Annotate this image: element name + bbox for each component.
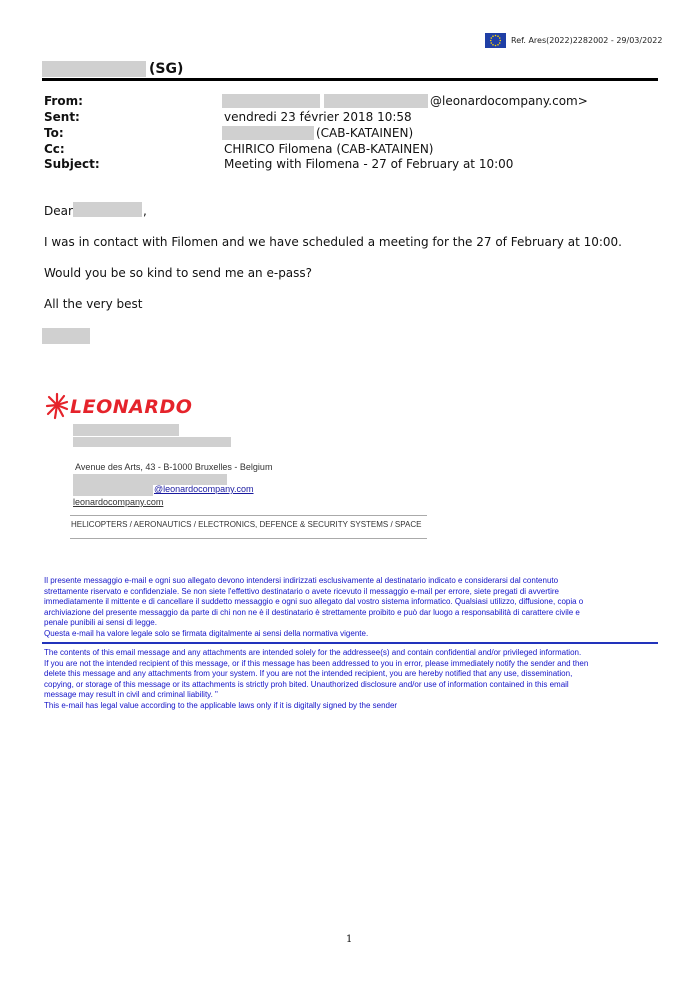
disclaimer-it-line-4: archiviazione del presente messaggio da parte di chi non ne è il destinatario è strettamente proibito e può dar luogo a responsabilità di carattere civile e [44,607,580,617]
salutation-comma: , [143,204,147,218]
to-value: (CAB-KATAINEN) [316,126,414,140]
sent-value: vendredi 23 février 2018 10:58 [224,110,412,124]
signature-divider-top [70,515,427,516]
disclaimer-it-line-5: penale punibili ai sensi di legge. [44,618,157,627]
signature-divider-bottom [70,538,427,539]
signature-website-link[interactable]: leonardocompany.com [73,497,164,507]
disclaimer-en-line-5: message may result in civil and criminal liability. " [44,690,218,699]
redacted-signature-title [73,437,231,447]
page-number: 1 [346,934,353,945]
closing: All the very best [44,297,143,311]
to-label: To: [44,126,64,140]
body-paragraph-2: Would you be so kind to send me an e-pass? [44,266,313,280]
disclaimer-italian [44,576,664,639]
signature-email-link[interactable]: @leonardocompany.com [154,484,254,494]
disclaimer-en-line-2: If you are not the intended recipient of this message, or if this message has been addressed to you in error, please immediately notify the sender and then [44,658,589,668]
cc-label: Cc: [44,142,65,156]
header-rule [42,78,658,81]
document-reference: Ref. Ares(2022)2282002 - 29/03/2022 [511,36,663,45]
disclaimer-en-line-4: copying, or storage of this message or its attachments is strictly proh bited. Unauthorized disclosure and/or use of information contained in this email [44,679,569,689]
disclaimer-it-line-2: strettamente riservato e confidenziale. Se non siete l'effettivo destinatario o avete ricevuto il messaggio e-mail per errore, siete pregati di avvertire [44,586,559,596]
salutation: Dear [44,204,73,218]
disclaimer-english [44,648,664,711]
leonardo-logo-icon [44,391,70,423]
subject-label: Subject: [44,157,100,171]
from-value: @leonardocompany.com> [430,94,588,108]
redacted-from-name [222,94,320,108]
disclaimer-it-line-6: Questa e-mail ha valore legale solo se firmata digitalmente ai sensi della normativa vigente. [44,628,369,638]
disclaimer-divider [42,642,658,644]
redacted-signature-email-user [73,485,153,496]
redacted-sender-name [42,61,146,77]
redacted-to-name [222,126,314,140]
sent-label: Sent: [44,110,80,124]
disclaimer-it-line-1: Il presente messaggio e-mail e ogni suo allegato devono intendersi indirizzati esclusivamente al destinatario indicato e considerarsi dal contenuto [44,576,559,585]
redacted-recipient [73,202,142,217]
signature-tagline: HELICOPTERS / AERONAUTICS / ELECTRONICS, DEFENCE & SECURITY SYSTEMS / SPACE [71,520,422,529]
from-label: From: [44,94,83,108]
header-name: (SG) [149,61,184,77]
cc-value: CHIRICO Filomena (CAB-KATAINEN) [224,142,434,156]
leonardo-wordmark: LEONARDO [70,396,193,418]
subject-value: Meeting with Filomena - 27 of February at 10:00 [224,157,514,171]
redacted-signoff-name [42,328,90,344]
body-paragraph-1: I was in contact with Filomen and we have scheduled a meeting for the 27 of February at 10:00. [44,235,622,249]
disclaimer-en-line-1: The contents of this email message and any attachments are intended solely for the addressee(s) and contain confidential and/or privileged information. [44,648,582,657]
redacted-from-email [324,94,428,108]
redacted-signature-name [73,424,179,436]
eu-flag-icon [485,33,506,48]
disclaimer-it-line-3: immediatamente il mittente e di cancellare il suddetto messaggio e ogni suo allegato dal vostro sistema informatico. Qualsiasi utilizzo, diffusione, copia o [44,597,584,606]
signature-address: Avenue des Arts, 43 - B-1000 Bruxelles - Belgium [75,462,273,472]
disclaimer-en-line-6: This e-mail has legal value according to the applicable laws only if it is digitally signed by the sender [44,700,398,710]
disclaimer-en-line-3: delete this message and any attachments from your system. If you are not the intended recipient, you are hereby notified that any use, dissemination, [44,669,573,678]
